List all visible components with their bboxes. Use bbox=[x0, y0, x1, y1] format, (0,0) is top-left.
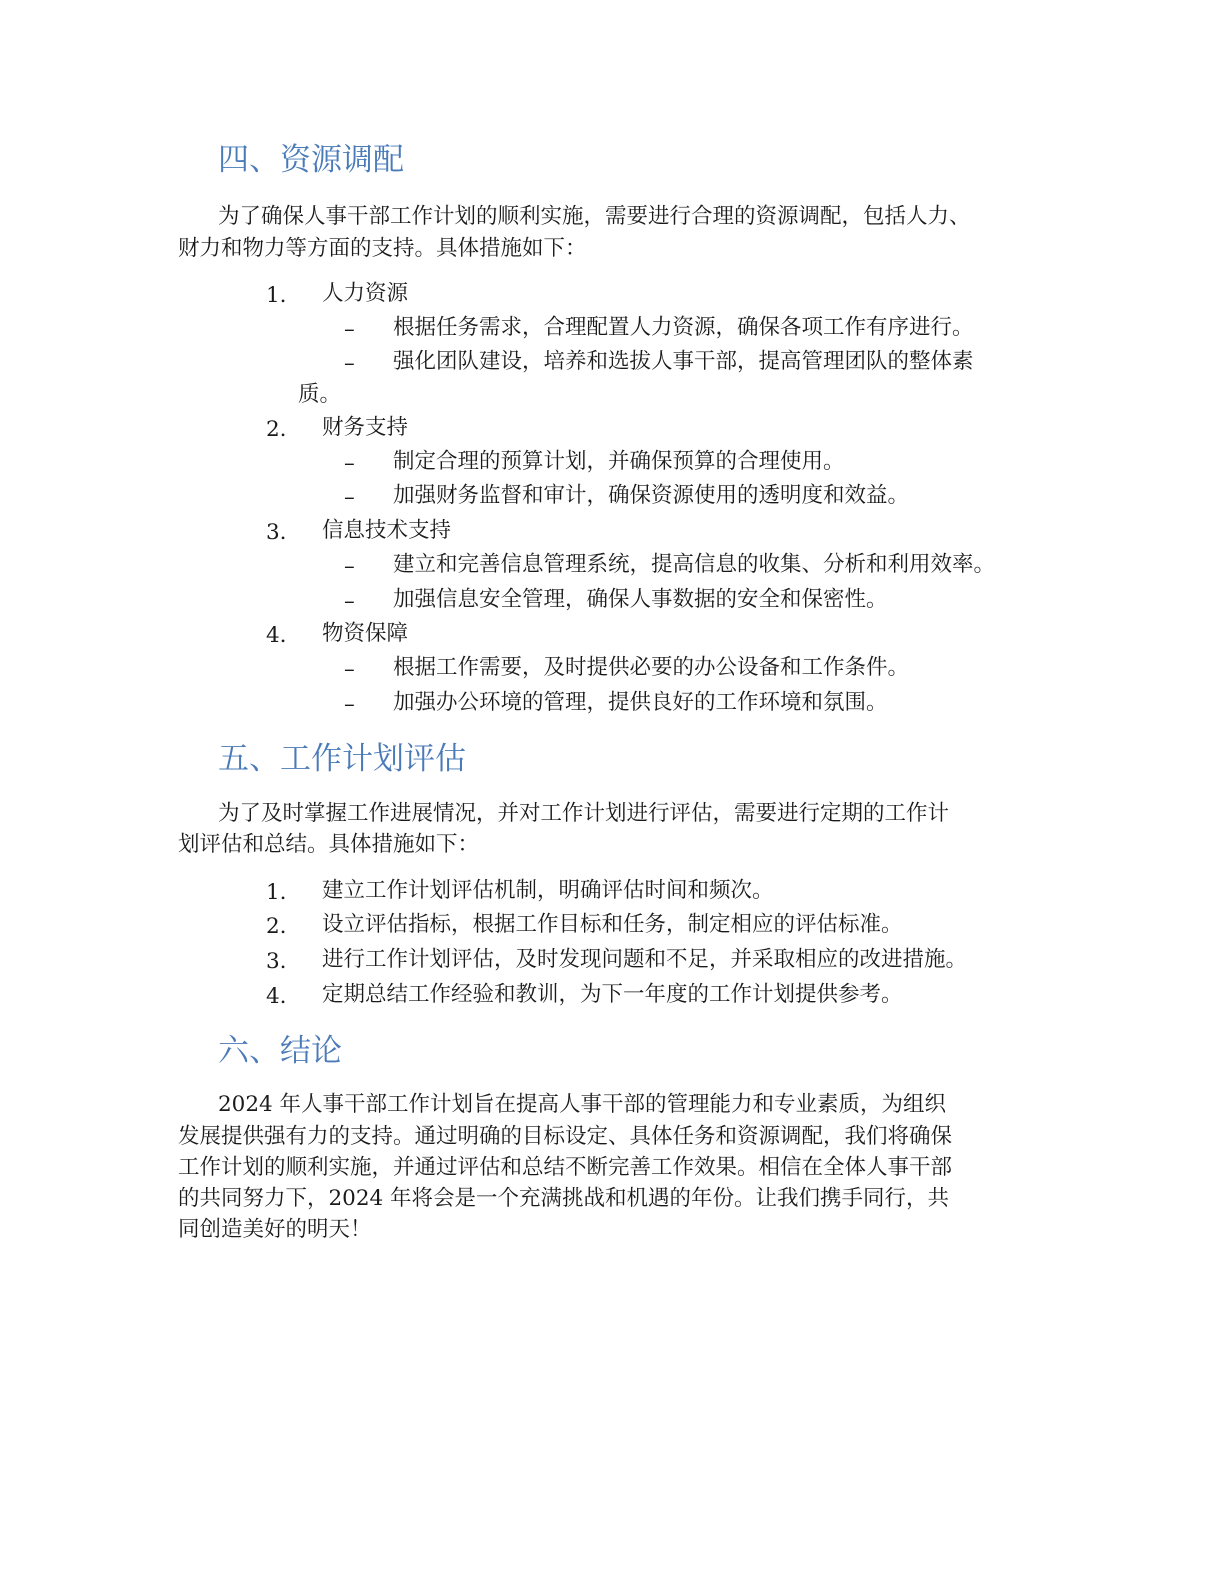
list-item-title: 物资保障 bbox=[322, 621, 409, 646]
list-subitem: 强化团队建设，培养和选拔人事干部，提高管理团队的整体素 bbox=[393, 349, 974, 374]
paragraph-line: 为了确保人事干部工作计划的顺利实施，需要进行合理的资源调配，包括人力、 bbox=[218, 204, 971, 229]
dash-bullet: – bbox=[344, 554, 355, 579]
list-subitem: 加强信息安全管理，确保人事数据的安全和保密性。 bbox=[393, 587, 888, 612]
list-item-title: 财务支持 bbox=[322, 415, 409, 440]
list-number: 3. bbox=[266, 949, 287, 974]
list-number: 2. bbox=[266, 417, 287, 442]
list-number: 4. bbox=[266, 984, 287, 1009]
paragraph-line: 划评估和总结。具体措施如下： bbox=[178, 832, 480, 857]
section-heading-conclusion: 六、结论 bbox=[218, 1033, 342, 1069]
list-subitem: 根据任务需求，合理配置人力资源，确保各项工作有序进行。 bbox=[393, 315, 974, 340]
list-number: 1. bbox=[266, 880, 287, 905]
section-heading-evaluation: 五、工作计划评估 bbox=[218, 741, 466, 777]
list-number: 1. bbox=[266, 283, 287, 308]
paragraph-line: 财力和物力等方面的支持。具体措施如下： bbox=[178, 236, 587, 261]
dash-bullet: – bbox=[344, 657, 355, 682]
paragraph-line: 同创造美好的明天！ bbox=[178, 1217, 372, 1242]
paragraph-line: 2024 年人事干部工作计划旨在提高人事干部的管理能力和专业素质，为组织 bbox=[218, 1092, 947, 1117]
list-number: 4. bbox=[266, 623, 287, 648]
list-item: 建立工作计划评估机制，明确评估时间和频次。 bbox=[322, 878, 774, 903]
list-subitem: 加强财务监督和审计，确保资源使用的透明度和效益。 bbox=[393, 483, 910, 508]
dash-bullet: – bbox=[344, 589, 355, 614]
dash-bullet: – bbox=[344, 451, 355, 476]
paragraph-line: 的共同努力下，2024 年将会是一个充满挑战和机遇的年份。让我们携手同行，共 bbox=[178, 1186, 950, 1211]
list-subitem: 加强办公环境的管理，提供良好的工作环境和氛围。 bbox=[393, 690, 888, 715]
dash-bullet: – bbox=[344, 485, 355, 510]
list-item: 进行工作计划评估，及时发现问题和不足，并采取相应的改进措施。 bbox=[322, 947, 968, 972]
list-number: 3. bbox=[266, 520, 287, 545]
list-subitem-wrap: 质。 bbox=[298, 382, 342, 407]
section-heading-resources: 四、资源调配 bbox=[218, 142, 404, 178]
dash-bullet: – bbox=[344, 317, 355, 342]
paragraph-line: 工作计划的顺利实施，并通过评估和总结不断完善工作效果。相信在全体人事干部 bbox=[178, 1155, 953, 1180]
paragraph-line: 为了及时掌握工作进展情况，并对工作计划进行评估，需要进行定期的工作计 bbox=[218, 801, 950, 826]
list-subitem: 根据工作需要，及时提供必要的办公设备和工作条件。 bbox=[393, 655, 910, 680]
dash-bullet: – bbox=[344, 351, 355, 376]
list-subitem: 建立和完善信息管理系统，提高信息的收集、分析和利用效率。 bbox=[393, 552, 996, 577]
list-item-title: 信息技术支持 bbox=[322, 518, 452, 543]
dash-bullet: – bbox=[344, 692, 355, 717]
paragraph-line: 发展提供强有力的支持。通过明确的目标设定、具体任务和资源调配，我们将确保 bbox=[178, 1124, 953, 1149]
list-number: 2. bbox=[266, 914, 287, 939]
list-item-title: 人力资源 bbox=[322, 281, 409, 306]
list-item: 设立评估指标，根据工作目标和任务，制定相应的评估标准。 bbox=[322, 912, 903, 937]
list-item: 定期总结工作经验和教训，为下一年度的工作计划提供参考。 bbox=[322, 982, 903, 1007]
list-subitem: 制定合理的预算计划，并确保预算的合理使用。 bbox=[393, 449, 845, 474]
